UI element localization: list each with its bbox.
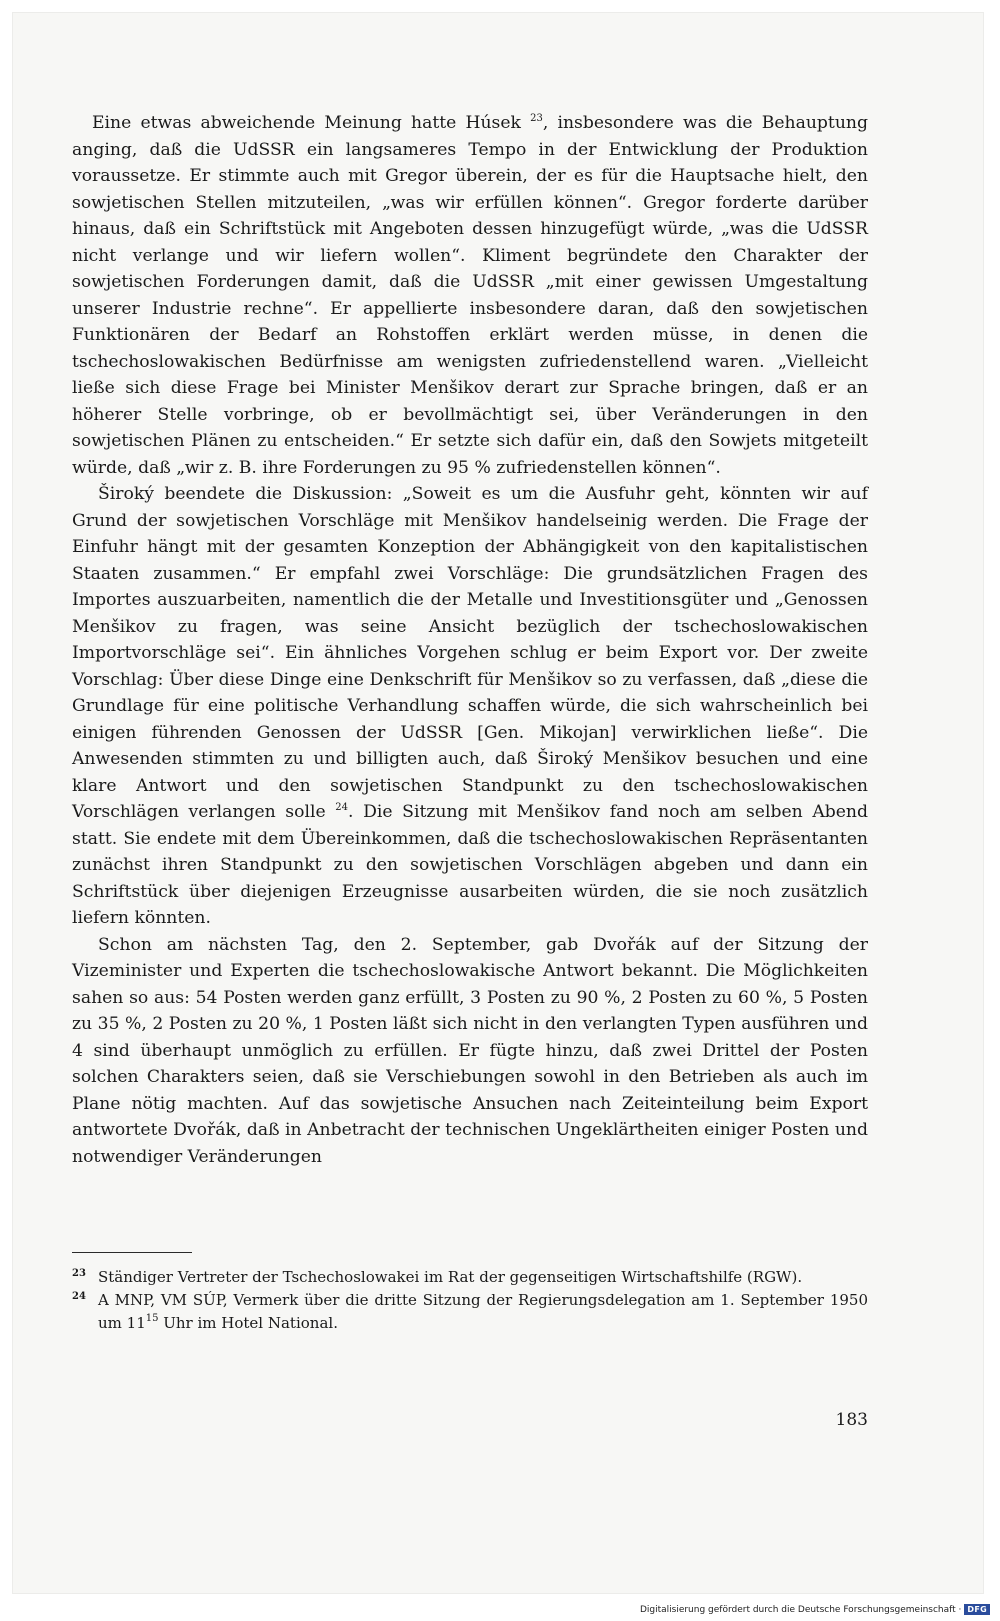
footnotes — [72, 1266, 868, 1335]
footnote-mark: 24 — [72, 1291, 86, 1302]
page-number: 183 — [835, 1410, 868, 1430]
footnote-23 — [72, 1266, 868, 1289]
dfg-logo-icon: DFG — [964, 1604, 990, 1615]
body-text — [72, 110, 868, 1170]
footnote-ref-24[interactable]: 24 — [335, 802, 349, 813]
paragraph-2: Široký beendete die Diskussion: „Soweit es um die Ausfuhr geht, könnten wir auf Grund der sowjetischen Vorschläge mit Menšikov handelseinig werden. Die Frage der Einfuhr hängt mit der gesamten Konzeption der Abhängigkeit von den kapitalistischen Staaten zusammen.“ Er empfahl zwei Vorschläge: Die grundsätzlichen Fragen des Importes auszuarbeiten, namentlich die der Metalle und Investitionsgüter und „Genossen Menšikov zu fragen, was seine Ansicht bezüglich der tschechoslowakischen Importvorschläge sei“. Ein ähnliches Vorgehen schlug er beim Export vor. Der zweite Vorschlag: Über diese Dinge eine Denkschrift für Menšikov so zu verfassen, daß „diese die Grundlage für eine politische Verhandlung schaffen würde, die sich wahrscheinlich bei einigen führenden Genossen der UdSSR [Gen. Mikojan] verwirklichen ließe“. Die Anwesenden stimmten zu und billigten auch, daß Široký Menšikov besuchen und eine klare Antwort und den sowjetischen Standpunkt zu den tschechoslowakischen Vorschlägen verlangen solle $^{24}$. Die Sitzung mit Menšikov fand noch am selben Abend statt. Sie endete mit dem Übereinkommen, daß die tschechoslowakischen Repräsentanten zunächst ihren Standpunkt zu den sowjetischen Vorschlägen abgeben und dann ein Schriftstück über diejenigen Erzeugnisse ausarbeiten würden, die sie noch zusätzlich liefern könnten. — [72, 484, 868, 928]
footnote-24 — [72, 1289, 868, 1335]
digitization-credit — [640, 1604, 990, 1615]
footnote-text: Ständiger Vertreter der Tschechoslowakei im Rat der gegenseitigen Wirtschaftshilfe (RGW). — [98, 1268, 803, 1286]
footnote-mark: 23 — [72, 1268, 86, 1279]
footnote-time-superscript: 15 — [145, 1313, 159, 1324]
footnote-ref-23[interactable]: 23 — [530, 113, 543, 124]
footnote-text-after: Uhr im Hotel National. — [158, 1314, 338, 1332]
paragraph-1: Eine etwas abweichende Meinung hatte Húsek $^{23}$, insbesondere was die Behauptung anging, daß die UdSSR ein langsameres Tempo in der Entwicklung der Produktion voraussetze. Er stimmte auch mit Gregor überein, der es für die Hauptsache hielt, den sowjetischen Stellen mitzuteilen, „was wir erfüllen können“. Gregor forderte darüber hinaus, daß ein Schriftstück mit Angeboten dessen hinzugefügt würde, „was die UdSSR nicht verlange und wir liefern wollen“. Kliment begründete den Charakter der sowjetischen Forderungen damit, daß die UdSSR „mit einer gewissen Umgestaltung unserer Industrie rechne“. Er appellierte insbesondere daran, daß den sowjetischen Funktionären der Bedarf an Rohstoffen erklärt werden müsse, in denen die tschechoslowakischen Bedürfnisse am wenigsten zufriedenstellend waren. „Vielleicht ließe sich diese Frage bei Minister Menšikov derart zur Sprache bringen, daß er an höherer Stelle vorbringe, ob er bevollmächtigt sei, über Veränderungen in den sowjetischen Plänen zu entscheiden.“ Er setzte sich dafür ein, daß den Sowjets mitgeteilt würde, daß „wir z. B. ihre Forderungen zu 95 % zufriedenstellen können“. — [72, 113, 868, 478]
footnote-text: A MNP, VM SÚP, Vermerk über die dritte Sitzung der Regierungsdelegation am 1. September 1950 um 11 — [98, 1291, 868, 1332]
paragraph-3: Schon am nächsten Tag, den 2. September, gab Dvořák auf der Sitzung der Vizeminister und Experten die tschechoslowakische Antwort bekannt. Die Möglichkeiten sahen so aus: 54 Posten werden ganz erfüllt, 3 Posten zu 90 %, 2 Posten zu 60 %, 5 Posten zu 35 %, 2 Posten zu 20 %, 1 Posten läßt sich nicht in den verlangten Typen ausführen und 4 sind überhaupt unmöglich zu erfüllen. Er fügte hinzu, daß zwei Drittel der Posten solchen Charakters seien, daß sie Verschiebungen sowohl in den Betrieben als auch im Plane nötig machten. Auf das sowjetische Ansuchen nach Zeiteinteilung beim Export antwortete Dvořák, daß in Anbetracht der technischen Ungeklärtheiten einiger Posten und notwendiger Veränderungen — [72, 934, 868, 1167]
footnote-divider — [72, 1252, 192, 1253]
credit-text: Digitalisierung gefördert durch die Deutsche Forschungsgemeinschaft · — [639, 1604, 962, 1615]
